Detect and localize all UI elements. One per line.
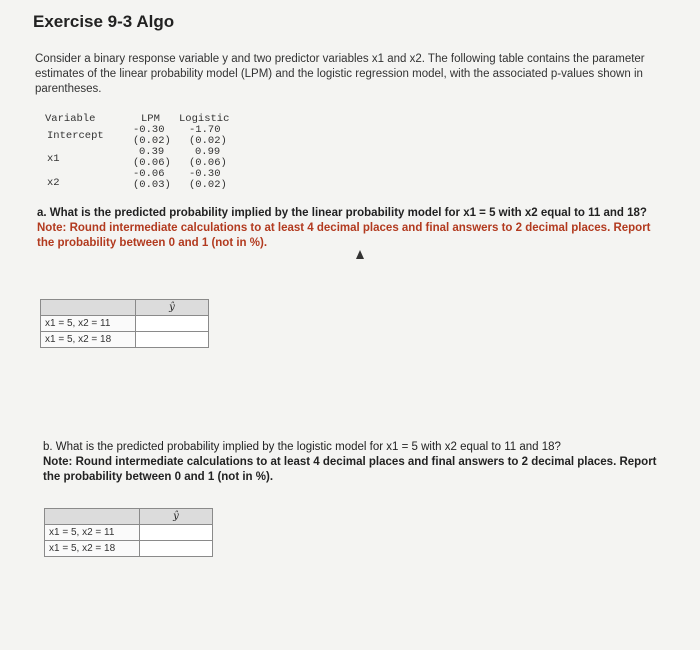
- intro-paragraph: Consider a binary response variable y and two predictor variables x1 and x2. The following table contains the parameter estimates of the linear probability model (LPM) and the logistic regression model, with the associated p-values shown in parentheses.: [35, 53, 645, 95]
- part-a-question-text: a. What is the predicted probability implied by the linear probability model for x1 = 5 with x2 equal to 11 and 18?: [37, 207, 647, 219]
- part-b-row-label: x1 = 5, x2 = 11: [45, 525, 140, 541]
- header-variable: Variable: [45, 113, 96, 125]
- table-row: [45, 541, 213, 557]
- part-a-yhat-header: ŷ: [136, 300, 209, 316]
- row-label-x2: x2: [47, 177, 60, 189]
- part-b-question-text: b. What is the predicted probability implied by the logistic model for x1 = 5 with x2 equal to 11 and 18?: [43, 441, 561, 453]
- exercise-title: Exercise 9-3 Algo: [33, 12, 175, 31]
- logistic-intercept-p: (0.02): [189, 135, 227, 147]
- part-a-note: Note: Round intermediate calculations to at least 4 decimal places and final answers to 2 decimal places. Report the probability between 0 and 1 (not in %).: [37, 222, 651, 249]
- logistic-x1-p: (0.06): [189, 157, 227, 169]
- part-b-header-blank: [45, 509, 140, 525]
- part-a-answer-input-x2-18[interactable]: [136, 333, 208, 346]
- part-a-answer-input-x2-11[interactable]: [136, 317, 208, 330]
- part-b-answer-cell: [140, 541, 213, 557]
- part-a-row-label: x1 = 5, x2 = 18: [41, 332, 136, 348]
- part-b-answer-table: [44, 508, 213, 557]
- header-logistic: Logistic: [179, 113, 230, 125]
- lpm-x1-est: 0.39: [139, 146, 165, 158]
- row-label-x1: x1: [47, 153, 60, 165]
- part-b-row-label: x1 = 5, x2 = 18: [45, 541, 140, 557]
- lpm-x1-p: (0.06): [133, 157, 171, 169]
- part-a-header-blank: [41, 300, 136, 316]
- part-b-question: [43, 440, 668, 485]
- table-row: [41, 316, 209, 332]
- lpm-intercept-est: -0.30: [133, 124, 165, 136]
- lpm-intercept-p: (0.02): [133, 135, 171, 147]
- part-a-answer-cell: [136, 316, 209, 332]
- logistic-x2-p: (0.02): [189, 179, 227, 191]
- row-label-intercept: Intercept: [47, 130, 104, 142]
- part-a-answer-cell: [136, 332, 209, 348]
- part-b-note: Note: Round intermediate calculations to at least 4 decimal places and final answers to 2 decimal places. Report the probability between 0 and 1 (not in %).: [43, 456, 657, 483]
- part-a-row-label: x1 = 5, x2 = 11: [41, 316, 136, 332]
- part-b-yhat-header: ŷ: [140, 509, 213, 525]
- logistic-x2-est: -0.30: [189, 168, 221, 180]
- mouse-cursor-icon: [356, 250, 364, 259]
- table-row: [41, 332, 209, 348]
- lpm-x2-est: -0.06: [133, 168, 165, 180]
- header-lpm: LPM: [141, 113, 160, 125]
- part-b-answer-input-x2-18[interactable]: [140, 542, 212, 555]
- part-b-answer-cell: [140, 525, 213, 541]
- lpm-x2-p: (0.03): [133, 179, 171, 191]
- table-row: [45, 525, 213, 541]
- part-a-question: [37, 206, 662, 251]
- logistic-x1-est: 0.99: [195, 146, 221, 158]
- part-a-answer-table: [40, 299, 209, 348]
- part-b-answer-input-x2-11[interactable]: [140, 526, 212, 539]
- logistic-intercept-est: -1.70: [189, 124, 221, 136]
